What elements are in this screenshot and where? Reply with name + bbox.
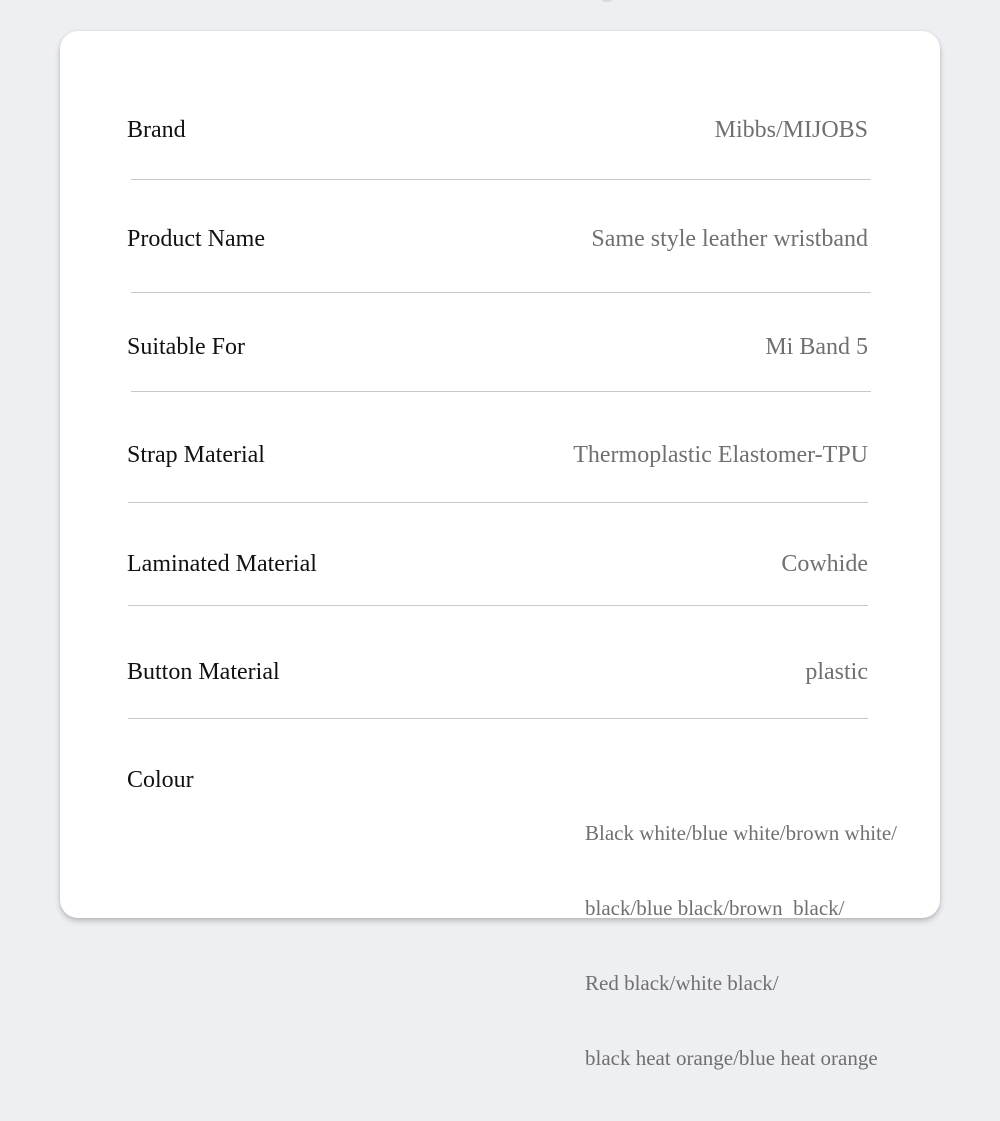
divider	[131, 179, 871, 180]
spec-label-strap-material: Strap Material	[127, 442, 265, 468]
colour-line: black/blue black/brown black/	[585, 896, 845, 920]
spec-value-product-name: Same style leather wristband	[591, 226, 868, 252]
spec-value-brand: Mibbs/MIJOBS	[714, 117, 868, 143]
spec-card	[60, 31, 940, 1070]
divider	[128, 605, 868, 606]
divider	[131, 292, 871, 293]
spec-value-laminated-material: Cowhide	[781, 551, 868, 577]
spec-value-colour	[585, 771, 897, 1121]
spec-label-colour: Colour	[127, 767, 194, 793]
colour-line: black heat orange/blue heat orange	[585, 1046, 878, 1070]
spec-value-button-material: plastic	[805, 659, 868, 685]
colour-line: Black white/blue white/brown white/	[585, 821, 898, 845]
top-edge-mark	[600, 0, 614, 2]
colour-line: Red black/white black/	[585, 971, 779, 995]
spec-label-button-material: Button Material	[127, 659, 280, 685]
spec-label-product-name: Product Name	[127, 226, 265, 252]
spec-label-suitable-for: Suitable For	[127, 334, 245, 360]
divider	[128, 718, 868, 719]
divider	[128, 502, 868, 503]
spec-value-strap-material: Thermoplastic Elastomer-TPU	[573, 442, 868, 468]
spec-label-brand: Brand	[127, 117, 186, 143]
spec-label-laminated-material: Laminated Material	[127, 551, 317, 577]
spec-value-suitable-for: Mi Band 5	[765, 334, 868, 360]
divider	[131, 391, 871, 392]
